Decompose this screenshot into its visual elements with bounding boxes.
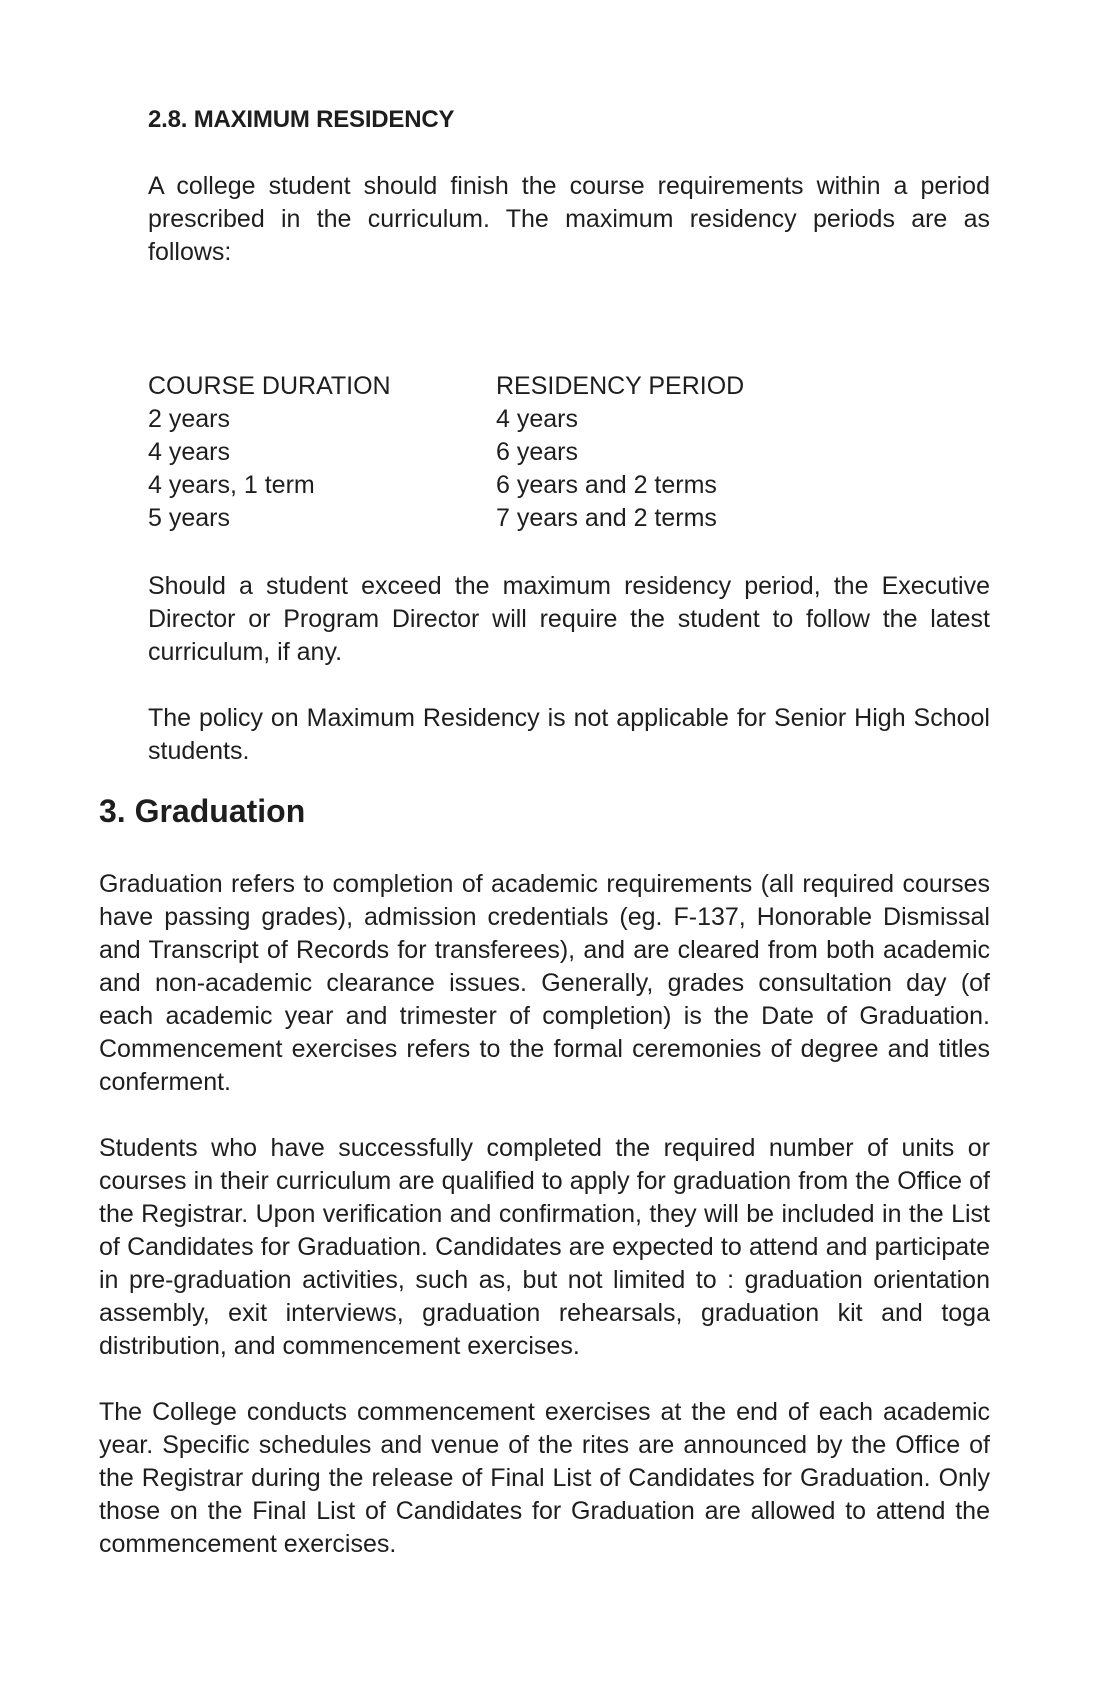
column-header-residency-period: RESIDENCY PERIOD xyxy=(496,372,745,400)
residency-period-cell: 7 years and 2 terms xyxy=(496,504,717,532)
commencement-paragraph: The College conducts commencement exercises at the end of each academic year. Specific schedules and venue of the rites are announced by the Office of the Registrar during the release of Final List of Candidates for Graduation. Only those on the Final List of Candidates for Graduation are allowed to attend the commencement exercises. xyxy=(99,1398,990,1558)
intro-paragraph: A college student should finish the course requirements within a period prescribed in the curriculum. The maximum residency periods are as follows: xyxy=(148,172,990,266)
residency-period-cell: 4 years xyxy=(496,405,578,433)
course-duration-cell: 4 years xyxy=(148,438,230,466)
senior-high-paragraph: The policy on Maximum Residency is not applicable for Senior High School students. xyxy=(148,704,990,765)
graduation-definition-paragraph: Graduation refers to completion of academic requirements (all required courses have passing grades), admission credentials (eg. F-137, Honorable Dismissal and Transcript of Records for transferees), and are cleared from both academic and non-academic clearance issues. Generally, grades consultation day (of each academic year and trimester of completion) is the Date of Graduation. Commencement exercises refers to the formal ceremonies of degree and titles conferment. xyxy=(99,870,990,1096)
course-duration-cell: 5 years xyxy=(148,504,230,532)
residency-period-cell: 6 years xyxy=(496,438,578,466)
course-duration-cell: 4 years, 1 term xyxy=(148,471,315,499)
table-header-row xyxy=(148,370,744,403)
table-row xyxy=(148,436,744,469)
table-row xyxy=(148,469,744,502)
residency-period-cell: 6 years and 2 terms xyxy=(496,471,717,499)
table-row xyxy=(148,502,744,535)
course-duration-cell: 2 years xyxy=(148,405,230,433)
residency-table xyxy=(148,370,744,535)
graduation-application-paragraph: Students who have successfully completed the required number of units or courses in their curriculum are qualified to apply for graduation from the Office of the Registrar. Upon verification and confirmation, they will be included in the List of Candidates for Graduation. Candidates are expected to attend and participate in pre-graduation activities, such as, but not limited to : graduation orientation assembly, exit interviews, graduation rehearsals, graduation kit and toga distribution, and commencement exercises. xyxy=(99,1134,990,1360)
column-header-course-duration: COURSE DURATION xyxy=(148,372,391,400)
table-row xyxy=(148,403,744,436)
exceed-residency-paragraph: Should a student exceed the maximum residency period, the Executive Director or Program Director will require the student to follow the latest curriculum, if any. xyxy=(148,572,990,666)
section-heading-maximum-residency: 2.8. MAXIMUM RESIDENCY xyxy=(148,106,455,133)
section-heading-graduation: 3. Graduation xyxy=(99,793,306,829)
